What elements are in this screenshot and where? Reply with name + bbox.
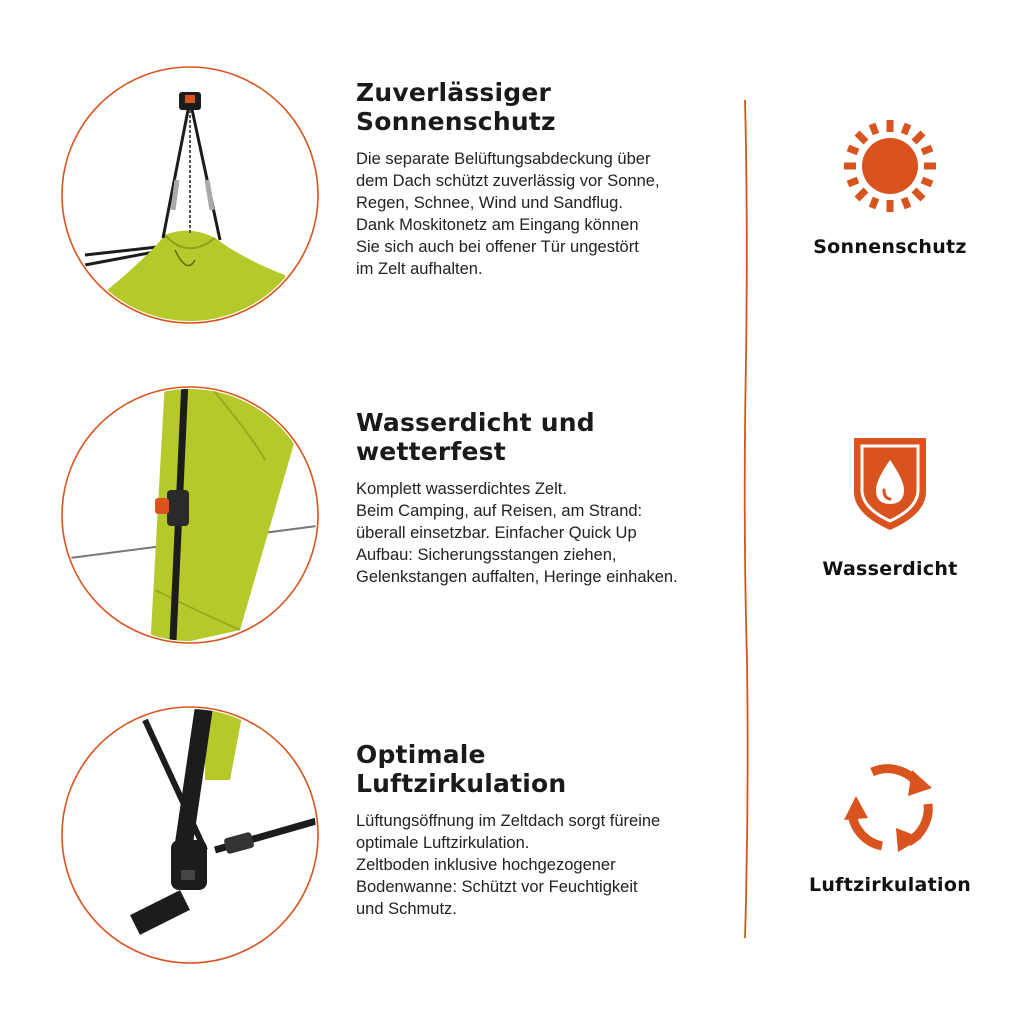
tent-roof-vent-photo <box>55 60 325 330</box>
badge-label: Luftzirkulation <box>808 874 972 896</box>
badge-label: Wasserdicht <box>822 558 958 580</box>
vertical-divider <box>738 100 754 944</box>
badge-label: Sonnenschutz <box>813 236 967 258</box>
circulation-arrows-icon <box>780 760 1000 856</box>
feature-air-circulation <box>0 700 740 1000</box>
badge-sun-protection <box>780 118 1000 258</box>
badge-waterproof <box>780 434 1000 580</box>
feature-title: Optimale Luftzirkulation <box>356 740 567 798</box>
tent-pole-clip-photo <box>55 380 325 650</box>
tent-pole-base-strap-photo <box>55 700 325 970</box>
feature-description: Die separate Belüftungsabdeckung über dem Dach schützt zuverlässig vor Sonne, Regen, Schnee, Wind und Sandflug. Dank Moskitonetz am Eingang können Sie sich auch bei offener Tür ungestört im Zelt aufhalten. <box>356 150 660 278</box>
sun-icon <box>780 118 1000 214</box>
feature-waterproof <box>0 380 740 680</box>
feature-description: Lüftungsöffnung im Zeltdach sorgt füreine optimale Luftzirkulation. Zeltboden inklusive hochgezogener Bodenwanne: Schützt vor Feuchtigkeit und Schmutz. <box>356 812 661 918</box>
water-shield-icon <box>780 434 1000 532</box>
badge-air-circulation <box>780 760 1000 896</box>
feature-title: Zuverlässiger Sonnenschutz <box>356 78 556 136</box>
feature-description: Komplett wasserdichtes Zelt. Beim Camping, auf Reisen, am Strand: überall einsetzbar. Einfacher Quick Up Aufbau: Sicherungsstangen ziehen, Gelenkstangen auffalten, Heringe einhaken. <box>356 480 678 586</box>
feature-title: Wasserdicht und wetterfest <box>356 408 595 466</box>
feature-sun-protection <box>0 60 740 360</box>
